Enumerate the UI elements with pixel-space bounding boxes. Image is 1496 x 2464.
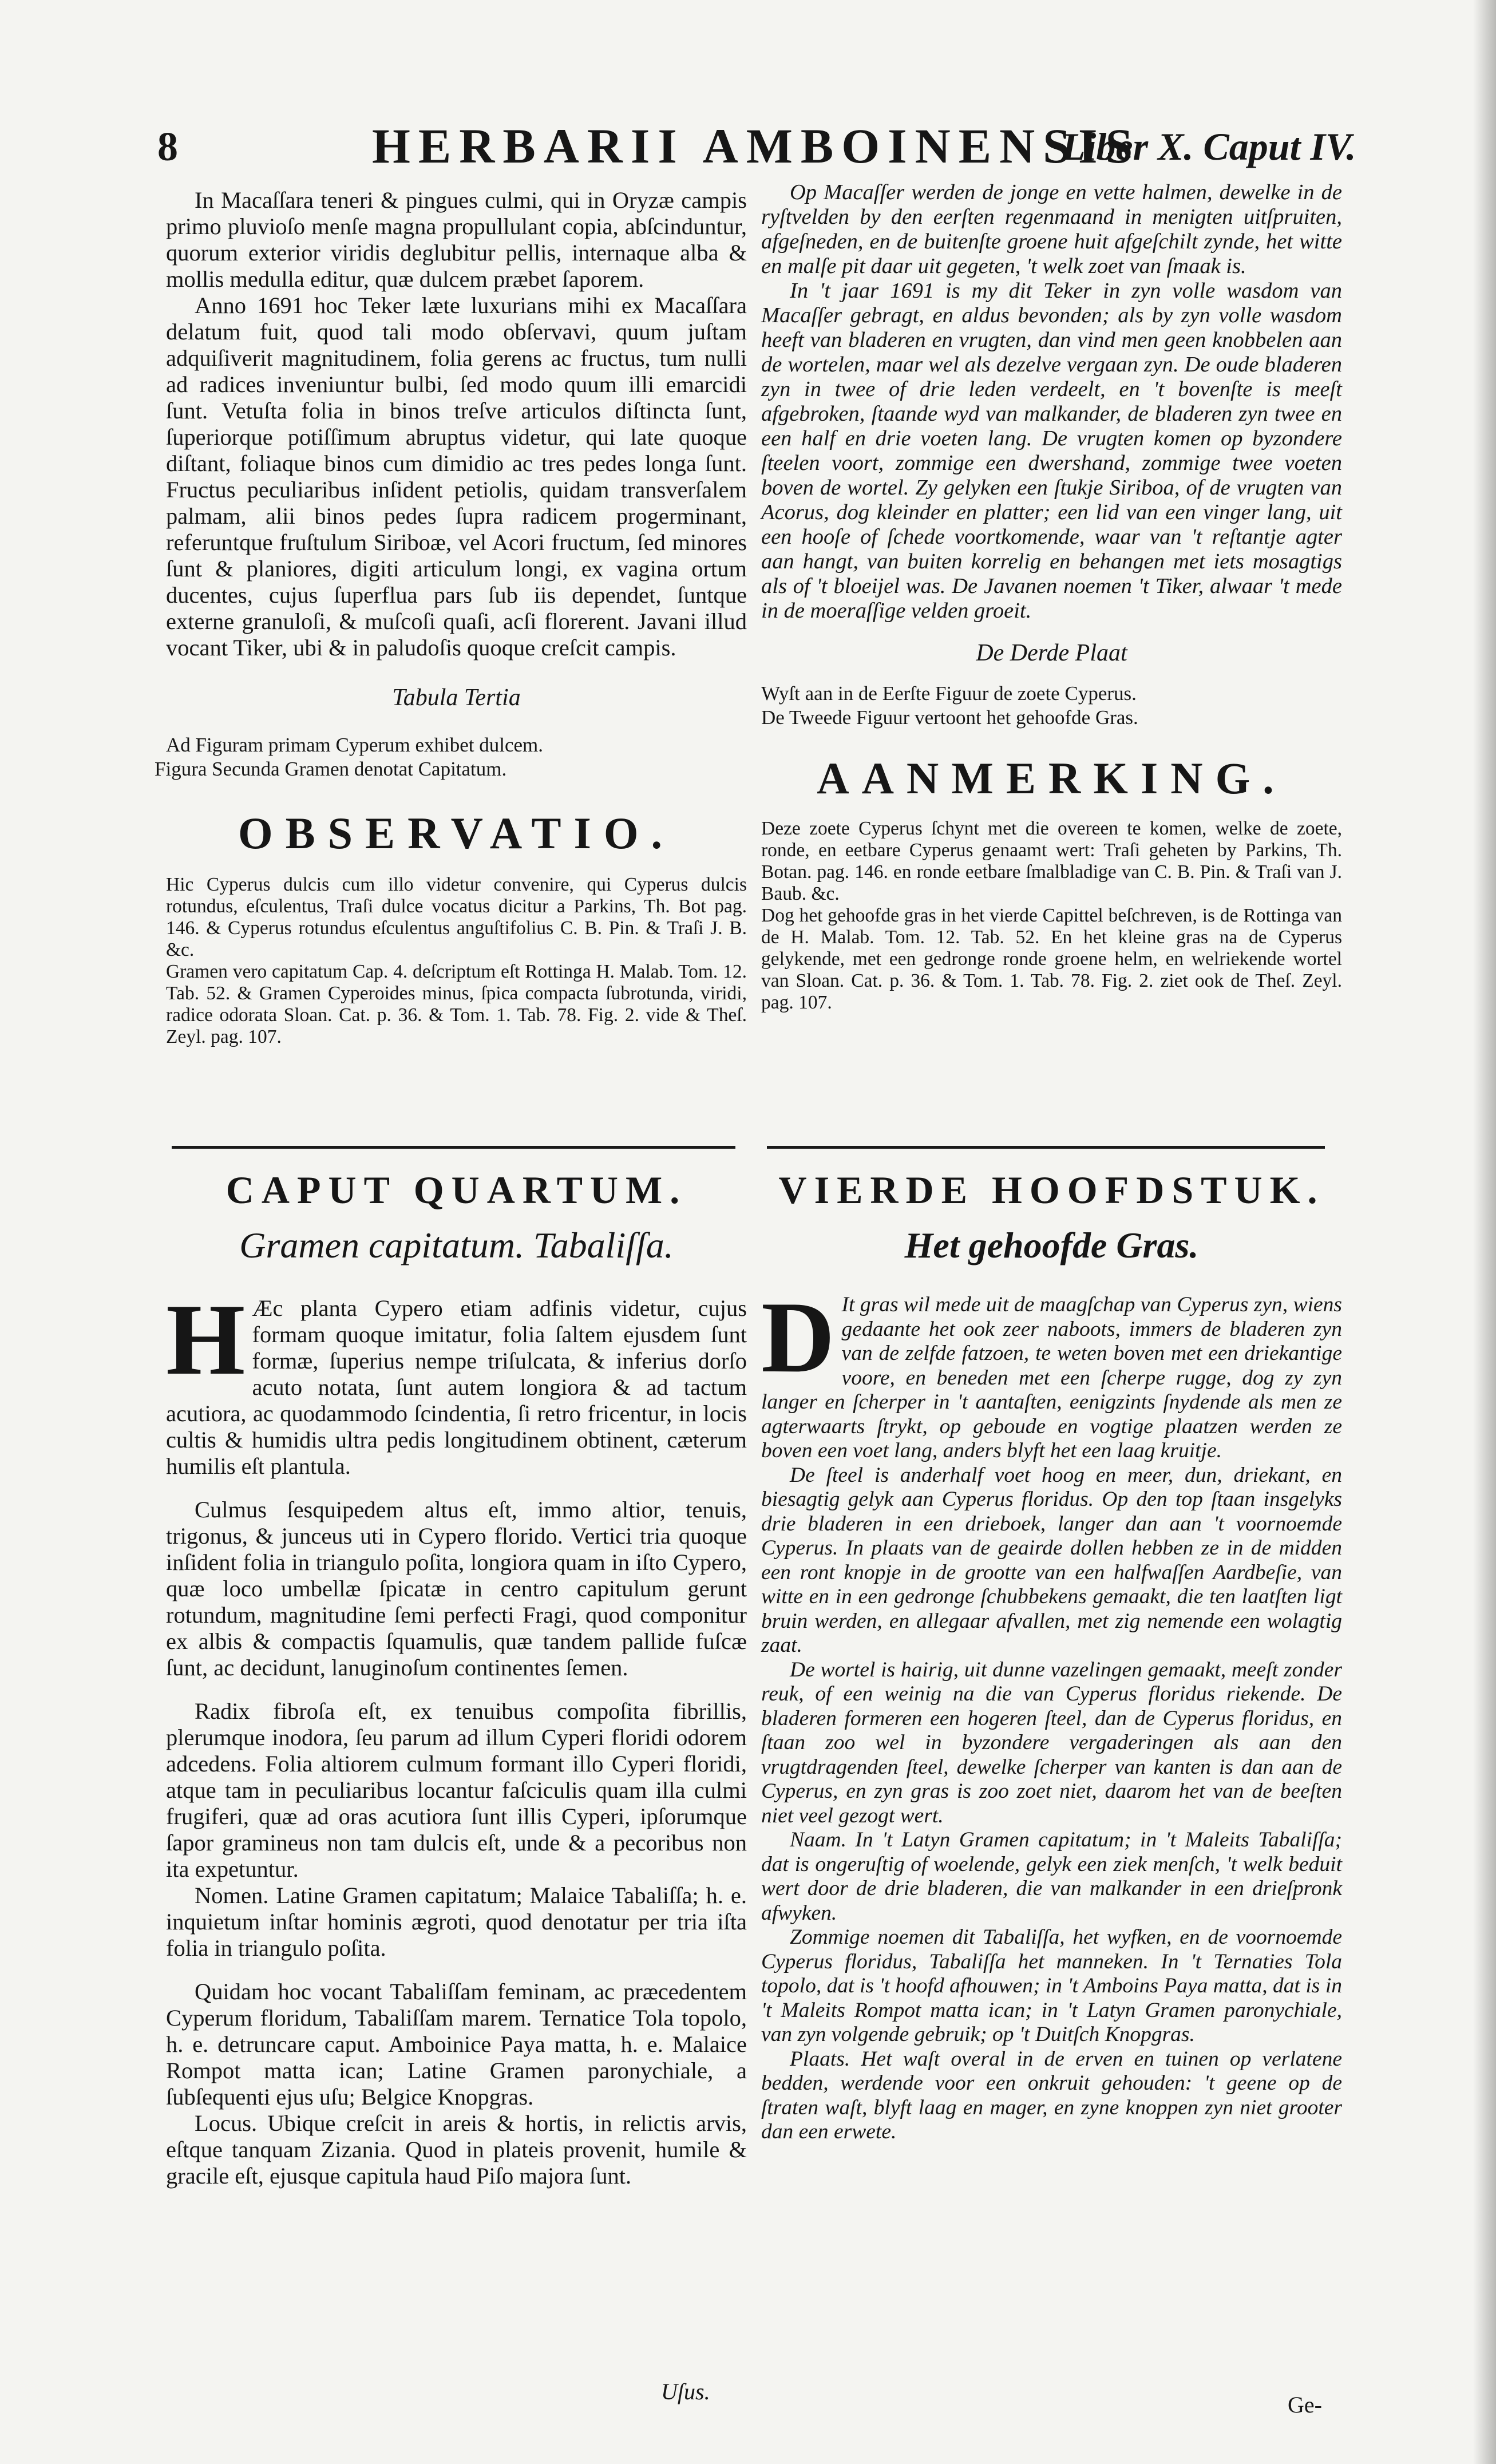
right-section-rule [767,1146,1325,1149]
tabula-title: Tabula Tertia [392,685,521,711]
dutch-body-plaats: Plaats. Het waſt overal in de erven en tuinen op verlatene bedden, werdende voor een onkruit gehouden: 't geene op de ſtraten waſt, blyft laag en mager, en zyne knoppen zyn niet grooter dan een erwete. [761,2047,1342,2143]
page-number: 8 [157,124,178,169]
latin-chapter [166,1168,747,2189]
plaat-line-1: Wyſt aan in de Eerſte Figuur de zoete Cyperus. [761,682,1137,705]
page-edge-shadow [1473,0,1496,2464]
liber-caput: Liber X. Caput IV. [1062,125,1356,168]
dutch-body-5: Zommige noemen dit Tabaliſſa, het wyfken, en de voornoemde Cyperus floridus, Tabaliſſa het manneken. In 't Ternaties Tola topolo, dat is 't hoofd afhouwen; in 't Amboins Paya matta, dat is in 't Maleits Rompot matta ican; in 't Latyn Gramen paronychiale, van zyn volgende gebruik; op 't Duitſch Knopgras. [761,1925,1342,2046]
catchword-usus: Uſus. [661,2379,710,2404]
aanmerking-text-1: Deze zoete Cyperus ſchynt met die overeen te komen, welke de zoete, ronde, en eetbare Cyperus genaamt wert: Traſi geheten by Parkins, Th. Botan. pag. 146. en ronde eetbare ſmalbladige van C. B. Pin. & Traſi van J. Baub. &c. [761,818,1342,904]
dutch-body-1: It gras wil mede uit de maagſchap van Cyperus zyn, wiens gedaante het ook zeer naboots, immers de bladeren zyn van de zelfde fatzoen, te weten boven met een driekantige voore, en beneden met een ſcherpe rugge, dog zy zyn langer en ſcherper in 't aantaſten, eenigzints ſnydende als men ze agterwaarts ſtrykt, op geboude en vogtige plaatzen werden ze boven een voet lang, anders blyft het een laag kruitje. [761,1293,1342,1462]
plaat-title: De Derde Plaat [976,640,1127,666]
running-title: HERBARII AMBOINENSIS [372,118,1141,173]
dutch-intro-paragraph-2: In 't jaar 1691 is my dit Teker in zyn volle wasdom van Macaſſer gebragt, en aldus bevonden; als by zyn volle wasdom heeft van bladeren en vrugten, dan vind men geen knobbelen aan de wortelen, maar wel als dezelve vergaan zyn. De oude bladeren zyn in twee of drie leden verdeelt, en 't bovenſte is meeſt afgebroken, ſtaande wyd van malkander, de bladeren zyn twee en een half en drie voeten lang. De vrugten komen op byzondere ſteelen voort, zommige een dwershand, zommige twee voeten boven de wortel. Zy gelyken een ſtukje Siriboa, of de vrugten van Acorus, dog kleinder en platter; een lid van een vinger lang, uit een hooſe of ſchede voortkomende, waar van 't reſtantje agter aan hangt, van buiten korrelig en behangen met iets mosagtigs als of 't bloeijel was. De Javanen noemen 't Tiker, alwaar 't mede in de moeraſſige velden groeit. [761,279,1342,623]
latin-body-5: Quidam hoc vocant Tabaliſſam feminam, ac præcedentem Cyperum floridum, Tabaliſſam marem. Ternatice Tola topolo, h. e. detruncare caput. Amboinice Paya matta, h. e. Malaice Rompot matta ican; Latine Gramen paronychiale, a ſubſequenti ejus uſu; Belgice Knopgras. [166,1979,747,2110]
latin-body-2: Culmus ſesquipedem altus eſt, immo altior, tenuis, trigonus, & junceus uti in Cypero florido. Vertici tria quoque inſident folia in triangulo poſita, longiora quam in iſto Cypero, quæ loco umbellæ ſpicatæ in centro capitulum gerunt rotundum, magnitudine ſemi perfecti Fragi, quod componitur ex albis & compactis ſquamulis, quæ tandem pallide fuſcæ ſunt, ac decidunt, lanuginoſum continentes ſemen. [166,1497,747,1680]
left-section-rule [172,1146,735,1149]
tabula-line-1: Ad Figuram primam Cyperum exhibet dulcem. [166,734,544,756]
caput-quartum-heading: CAPUT QUARTUM. [225,1168,687,1212]
latin-body-1: Æc planta Cypero etiam adfinis videtur, cujus formam quoque imitatur, folia ſaltem ejusdem ſunt formæ, ſuperius nempe triſulcata, & inferius dorſo acuto notata, ſunt autem longiora & ad tactum acutiora, ac quodammodo ſcindentia, ſi retro fricentur, in locis cultis & humidis ultra pedis longitudinem obtinent, cæterum humilis eſt plantula. [166,1295,747,1479]
dutch-chapter [761,1168,1342,2145]
drop-cap-h: H [166,1283,246,1396]
aanmerking-text-2: Dog het gehoofde gras in het vierde Capittel beſchreven, is de Rottinga van de H. Malab. Tom. 12. Tab. 52. En het kleine gras na de Cyperus gelykende, met een gedronge ronde groene helm, en welriekende wortel van Sloan. Cat. p. 36. & Tom. 1. Tab. 78. Fig. 2. ziet ook de Theſ. Zeyl. pag. 107. [761,905,1342,1013]
latin-body-3: Radix fibroſa eſt, ex tenuibus compoſita fibrillis, plerumque inodora, ſeu parum ad illum Cyperi floridi odorem adcedens. Folia altiorem culmum formant illo Cyperi floridi, atque tam in peculiaribus locantur faſciculis quam illa culmi frugiferi, quæ ad oras acutiora ſunt illis Cyperi, ipſorumque ſapor gramineus non tam dulcis eſt, unde & a pecoribus non ita expetuntur. [166,1698,747,1882]
plaat-line-2: De Tweede Figuur vertoont het gehoofde Gras. [761,706,1138,729]
catchword-ge: Ge- [1288,2392,1322,2418]
gehoofde-gras-subtitle: Het gehoofde Gras. [904,1225,1199,1265]
page-header [0,117,1496,186]
vierde-hoofdstuk-heading: VIERDE HOOFDSTUK. [778,1168,1325,1212]
dutch-body-3: De wortel is hairig, uit dunne vazelingen gemaakt, meeſt zonder reuk, of een weinig na die van Cyperus floridus riekende. De bladeren formeren een hogeren ſteel, dan de Cyperus floridus, en ſtaan zoo wel in byzondere vergaderingen als aan den vrugtdragenden ſteel, dewelke ſcherper van kanten is dan aan de Cyperus, en zyn gras is zoo zoet niet, daarom het van de beeſten niet veel gezogt wert. [761,1658,1342,1828]
aanmerking-heading: AANMERKING. [817,753,1287,803]
latin-intro-paragraph-2: Anno 1691 hoc Teker læte luxurians mihi ex Macaſſara delatum fuit, quod tali modo obſervavi, quum juſtam adquiſiverit magnitudinem, folia gerens ac fructus, tum nulli ad radices inveniuntur bulbi, ſed modo quum illi emarcidi ſunt. Vetuſta folia in binos treſve articulos diſtincta ſunt, ſuperiorque potiſſimum abruptus videtur, qui late quoque diſtant, foliaque binos cum dimidio ac tres pedes longa ſunt. Fructus peculiaribus inſident petiolis, quidam transverſalem palmam, alii binos pedes ſupra radicem progerminant, referuntque fruſtulum Siriboæ, vel Acori fructum, ſed minores ſunt & planiores, digiti articulum longi, ex vagina ortum ducentes, cujus ſuperflua pars ſub iis dependet, ſuntque externe granuloſi, & muſcoſi quaſi, acſi florerent. Javani illud vocant Tiker, ubi & in paludoſis quoque creſcit campis. [166,292,747,661]
latin-intro-paragraph-1: In Macaſſara teneri & pingues culmi, qui in Oryzæ campis primo pluvioſo menſe magna propullulant copia, abſcinduntur, quorum exterior viridis deglubitur pellis, internaque alba & mollis medulla editur, quæ dulcem præbet ſaporem. [166,187,747,292]
observatio-text-2: Gramen vero capitatum Cap. 4. deſcriptum eſt Rottinga H. Malab. Tom. 12. Tab. 52. & Gramen Cyperoides minus, ſpica compacta ſubrotunda, viridi, radice odorata Sloan. Cat. p. 36. & Tom. 1. Tab. 78. Fig. 2. vide & Theſ. Zeyl. pag. 107. [166,961,747,1047]
dutch-intro-paragraph-1: Op Macaſſer werden de jonge en vette halmen, dewelke in de ryſtvelden by den eerſten regenmaand in menigten uitſpruiten, afgeſneden, en de buitenſte groene huit afgeſchilt zynde, het witte en malſe pit daar uit gegeten, 't welk zoet van ſmaak is. [761,180,1342,278]
observatio-text-1: Hic Cyperus dulcis cum illo videtur convenire, qui Cyperus dulcis rotundus, eſculentus, Traſi dulce vocatus dicitur a Parkins, Th. Bot pag. 146. & Cyperus rotundus eſculentus anguſtifolius C. B. Pin. & Traſi J. B. &c. [166,874,747,960]
drop-cap-d: D [761,1280,835,1394]
dutch-column [761,180,1342,1014]
latin-body-locus: Locus. Ubique creſcit in areis & hortis, in relictis arvis, eſtque tanquam Zizania. Quod in plateis provenit, humile & gracile eſt, ejusque capitula haud Piſo majora ſunt. [166,2110,747,2189]
observatio-heading: OBSERVATIO. [238,808,675,858]
tabula-line-2: Figura Secunda Gramen denotat Capitatum. [155,758,507,780]
gramen-capitatum-subtitle: Gramen capitatum. Tabaliſſa. [239,1225,674,1265]
latin-column [155,180,747,1048]
dutch-body-naam: Naam. In 't Latyn Gramen capitatum; in 't Maleits Tabaliſſa; dat is ongeruſtig of woelende, gelyk een ziek menſch, 't welk beduit wert door de drie bladeren, die van malkander in een drieſpronk afwyken. [761,1828,1342,1925]
dutch-body-2: De ſteel is anderhalf voet hoog en meer, dun, driekant, en biesagtig gelyk aan Cyperus floridus. Op den top ſtaan insgelyks drie bladeren in een drieboek, langer dan aan 't voornoemde Cyperus. In plaats van de geairde dollen hebben ze in de midden een ront knopje in de grootte van een halfwaſſen Aardbeſie, van witte en in een gedronge ſchubbekens gemaakt, die ten laatſten ligt bruin werden, en allegaar afvallen, met zig nemende een wolagtig zaat. [761,1463,1342,1657]
latin-body-nomen: Nomen. Latine Gramen capitatum; Malaice Tabaliſſa; h. e. inquietum inſtar hominis ægroti, quod denotatur per tria iſta folia in triangulo poſita. [166,1882,747,1961]
